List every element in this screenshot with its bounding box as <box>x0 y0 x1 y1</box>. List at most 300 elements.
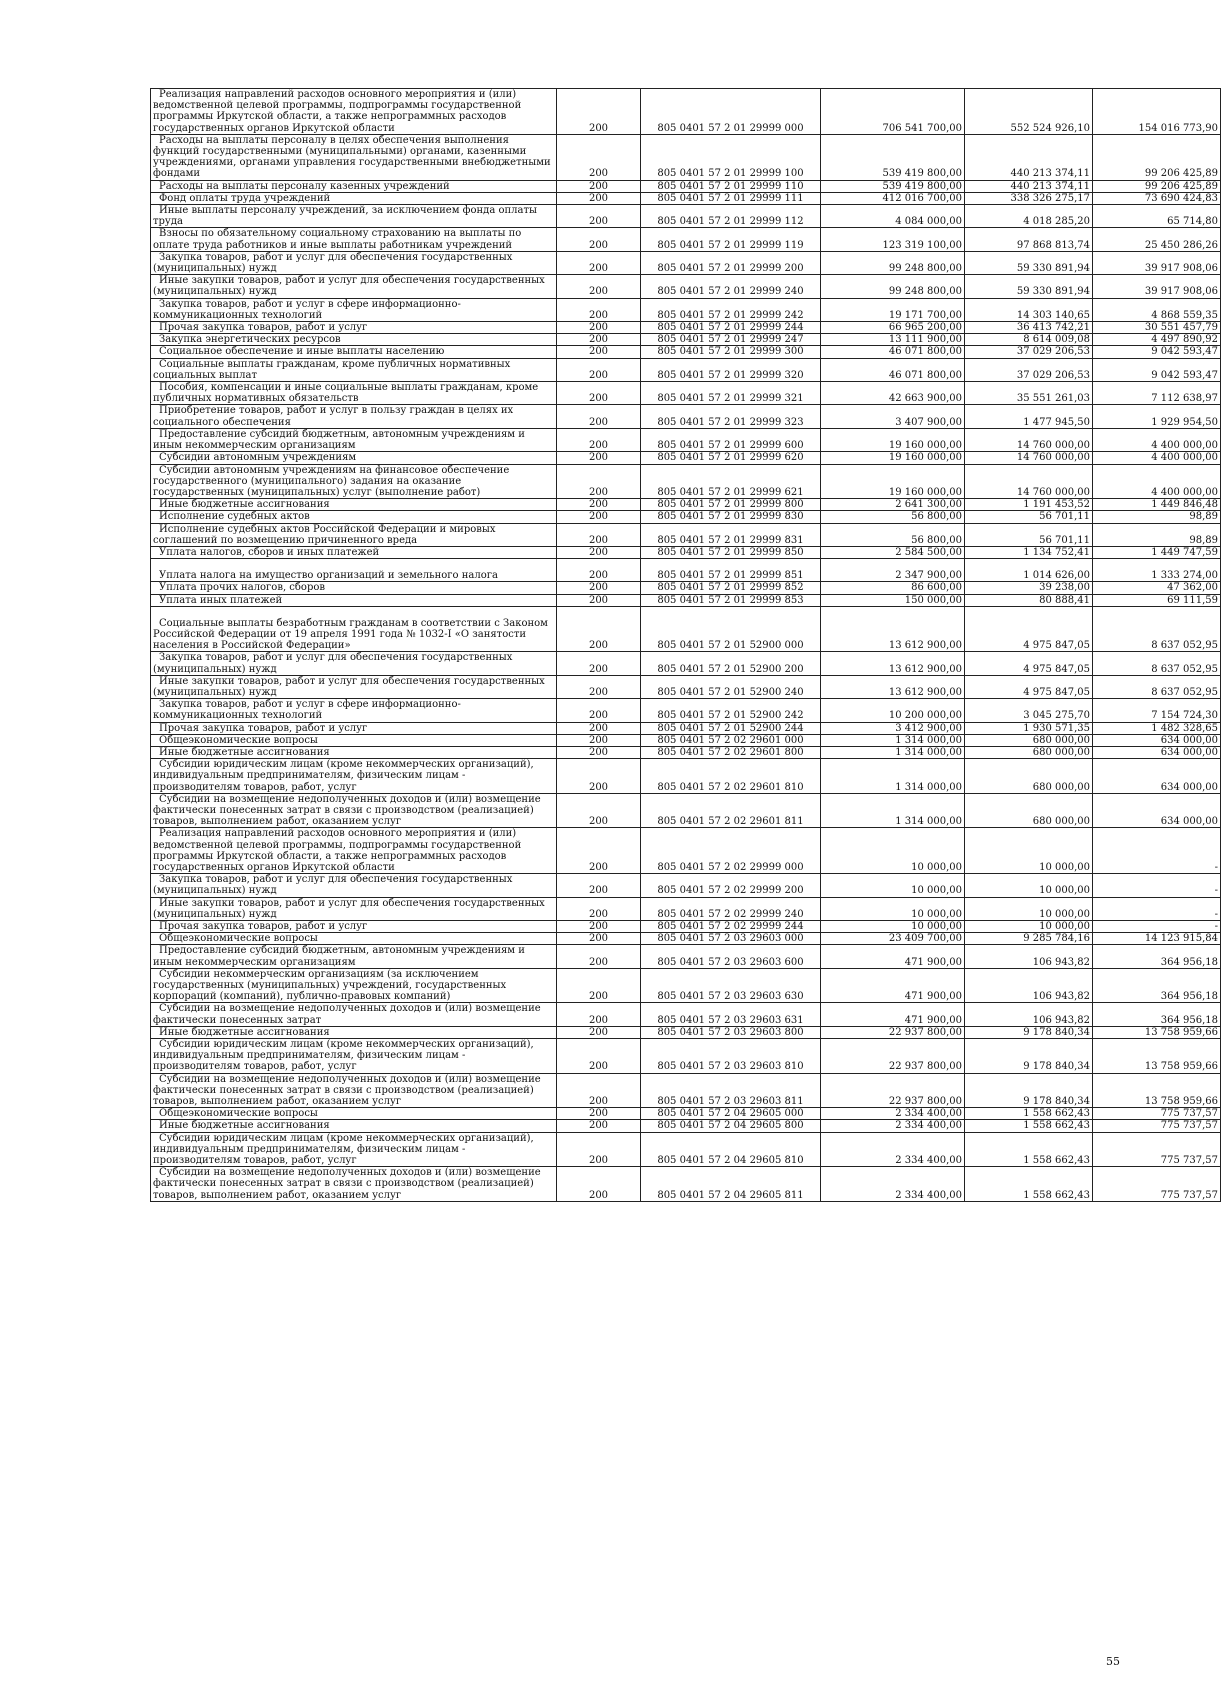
executed-amount-cell: 14 303 140,65 <box>965 298 1093 321</box>
approved-amount-cell: 13 111 900,00 <box>821 334 965 346</box>
table-row <box>151 559 1221 582</box>
executed-amount-cell: 37 029 206,53 <box>965 346 1093 358</box>
budget-classification-code-cell: 805 0401 57 2 04 29605 811 <box>641 1167 821 1202</box>
unexecuted-amount-cell: 69 111,59 <box>1093 594 1221 606</box>
unexecuted-amount-cell: 775 737,57 <box>1093 1132 1221 1167</box>
executed-amount-cell: 59 330 891,94 <box>965 251 1093 274</box>
line-code-cell: 200 <box>557 828 641 874</box>
line-code-cell: 200 <box>557 192 641 204</box>
approved-amount-cell: 2 334 400,00 <box>821 1108 965 1120</box>
approved-amount-cell: 19 160 000,00 <box>821 428 965 451</box>
unexecuted-amount-cell: - <box>1093 874 1221 897</box>
line-code-cell: 200 <box>557 1132 641 1167</box>
approved-amount-cell: 10 200 000,00 <box>821 699 965 722</box>
unexecuted-amount-cell: 7 112 638,97 <box>1093 382 1221 405</box>
line-code-cell: 200 <box>557 546 641 558</box>
table-row <box>151 1039 1221 1074</box>
approved-amount-cell: 42 663 900,00 <box>821 382 965 405</box>
budget-classification-code-cell: 805 0401 57 2 01 29999 300 <box>641 346 821 358</box>
approved-amount-cell: 10 000,00 <box>821 921 965 933</box>
line-code-cell: 200 <box>557 759 641 794</box>
unexecuted-amount-cell: 39 917 908,06 <box>1093 251 1221 274</box>
table-row <box>151 734 1221 746</box>
approved-amount-cell: 23 409 700,00 <box>821 933 965 945</box>
line-code-cell: 200 <box>557 699 641 722</box>
line-code-cell: 200 <box>557 945 641 968</box>
executed-amount-cell: 4 018 285,20 <box>965 205 1093 228</box>
executed-amount-cell: 56 701,11 <box>965 523 1093 546</box>
line-code-cell: 200 <box>557 499 641 511</box>
unexecuted-amount-cell: 4 868 559,35 <box>1093 298 1221 321</box>
budget-classification-code-cell: 805 0401 57 2 01 29999 320 <box>641 358 821 381</box>
unexecuted-amount-cell: 4 400 000,00 <box>1093 428 1221 451</box>
executed-amount-cell: 1 558 662,43 <box>965 1120 1093 1132</box>
budget-classification-code-cell: 805 0401 57 2 01 29999 621 <box>641 464 821 499</box>
line-code-cell: 200 <box>557 358 641 381</box>
budget-classification-code-cell: 805 0401 57 2 04 29605 800 <box>641 1120 821 1132</box>
line-code-cell: 200 <box>557 734 641 746</box>
budget-classification-code-cell: 805 0401 57 2 03 29603 000 <box>641 933 821 945</box>
executed-amount-cell: 440 213 374,11 <box>965 134 1093 180</box>
budget-classification-code-cell: 805 0401 57 2 03 29603 630 <box>641 968 821 1003</box>
expense-name-cell: Закупка товаров, работ и услуг в сфере информационно-коммуникационных технологий <box>151 699 557 722</box>
budget-classification-code-cell: 805 0401 57 2 02 29999 000 <box>641 828 821 874</box>
expense-name-cell: Закупка энергетических ресурсов <box>151 334 557 346</box>
unexecuted-amount-cell: 364 956,18 <box>1093 1003 1221 1026</box>
unexecuted-amount-cell: 8 637 052,95 <box>1093 675 1221 698</box>
budget-classification-code-cell: 805 0401 57 2 01 52900 000 <box>641 606 821 652</box>
expense-name-cell: Субсидии на возмещение недополученных доходов и (или) возмещение фактически понесенных затрат в связи с производством (реализацией) товаров, выполнением работ, оказанием услуг <box>151 793 557 828</box>
expense-name-cell: Закупка товаров, работ и услуг для обеспечения государственных (муниципальных) нужд <box>151 652 557 675</box>
table-row <box>151 968 1221 1003</box>
expense-name-cell: Уплата прочих налогов, сборов <box>151 582 557 594</box>
expense-name-cell: Реализация направлений расходов основного мероприятия и (или) ведомственной целевой программы, подпрограммы государственной программы Иркутской области, а также непрограммных расходов государственных органов Иркутской области <box>151 828 557 874</box>
unexecuted-amount-cell: 13 758 959,66 <box>1093 1073 1221 1108</box>
line-code-cell: 200 <box>557 346 641 358</box>
table-row <box>151 523 1221 546</box>
unexecuted-amount-cell: 25 450 286,26 <box>1093 228 1221 251</box>
approved-amount-cell: 2 334 400,00 <box>821 1120 965 1132</box>
budget-classification-code-cell: 805 0401 57 2 01 29999 321 <box>641 382 821 405</box>
unexecuted-amount-cell: 1 333 274,00 <box>1093 559 1221 582</box>
expense-name-cell: Иные закупки товаров, работ и услуг для обеспечения государственных (муниципальных) нужд <box>151 897 557 920</box>
approved-amount-cell: 412 016 700,00 <box>821 192 965 204</box>
table-row <box>151 192 1221 204</box>
budget-classification-code-cell: 805 0401 57 2 02 29601 811 <box>641 793 821 828</box>
unexecuted-amount-cell: 154 016 773,90 <box>1093 89 1221 135</box>
expense-name-cell: Закупка товаров, работ и услуг в сфере информационно-коммуникационных технологий <box>151 298 557 321</box>
budget-classification-code-cell: 805 0401 57 2 04 29605 000 <box>641 1108 821 1120</box>
line-code-cell: 200 <box>557 334 641 346</box>
unexecuted-amount-cell: 9 042 593,47 <box>1093 346 1221 358</box>
approved-amount-cell: 22 937 800,00 <box>821 1073 965 1108</box>
line-code-cell: 200 <box>557 428 641 451</box>
table-row <box>151 428 1221 451</box>
line-code-cell: 200 <box>557 452 641 464</box>
table-row <box>151 228 1221 251</box>
table-row <box>151 1003 1221 1026</box>
budget-classification-code-cell: 805 0401 57 2 01 29999 850 <box>641 546 821 558</box>
executed-amount-cell: 56 701,11 <box>965 511 1093 523</box>
budget-classification-code-cell: 805 0401 57 2 01 52900 200 <box>641 652 821 675</box>
expense-name-cell: Расходы на выплаты персоналу казенных учреждений <box>151 180 557 192</box>
line-code-cell: 200 <box>557 675 641 698</box>
table-row <box>151 405 1221 428</box>
table-row <box>151 499 1221 511</box>
executed-amount-cell: 4 975 847,05 <box>965 606 1093 652</box>
line-code-cell: 200 <box>557 205 641 228</box>
table-row <box>151 322 1221 334</box>
approved-amount-cell: 471 900,00 <box>821 1003 965 1026</box>
table-row <box>151 1167 1221 1202</box>
executed-amount-cell: 4 975 847,05 <box>965 652 1093 675</box>
budget-classification-code-cell: 805 0401 57 2 01 29999 244 <box>641 322 821 334</box>
table-row <box>151 722 1221 734</box>
table-row <box>151 1073 1221 1108</box>
budget-classification-code-cell: 805 0401 57 2 01 29999 853 <box>641 594 821 606</box>
budget-classification-code-cell: 805 0401 57 2 03 29603 811 <box>641 1073 821 1108</box>
unexecuted-amount-cell: 73 690 424,83 <box>1093 192 1221 204</box>
approved-amount-cell: 2 334 400,00 <box>821 1167 965 1202</box>
budget-classification-code-cell: 805 0401 57 2 01 52900 240 <box>641 675 821 698</box>
approved-amount-cell: 3 412 900,00 <box>821 722 965 734</box>
table-body <box>151 89 1221 1202</box>
expense-name-cell: Закупка товаров, работ и услуг для обеспечения государственных (муниципальных) нужд <box>151 251 557 274</box>
unexecuted-amount-cell: 13 758 959,66 <box>1093 1026 1221 1038</box>
unexecuted-amount-cell: 7 154 724,30 <box>1093 699 1221 722</box>
approved-amount-cell: 66 965 200,00 <box>821 322 965 334</box>
approved-amount-cell: 10 000,00 <box>821 897 965 920</box>
table-row <box>151 594 1221 606</box>
budget-classification-code-cell: 805 0401 57 2 01 29999 200 <box>641 251 821 274</box>
table-row <box>151 511 1221 523</box>
budget-execution-table <box>150 88 1218 1202</box>
approved-amount-cell: 2 334 400,00 <box>821 1132 965 1167</box>
table-row <box>151 134 1221 180</box>
approved-amount-cell: 3 407 900,00 <box>821 405 965 428</box>
unexecuted-amount-cell: 4 497 890,92 <box>1093 334 1221 346</box>
approved-amount-cell: 10 000,00 <box>821 828 965 874</box>
unexecuted-amount-cell: - <box>1093 897 1221 920</box>
executed-amount-cell: 14 760 000,00 <box>965 464 1093 499</box>
budget-classification-code-cell: 805 0401 57 2 01 29999 620 <box>641 452 821 464</box>
budget-classification-code-cell: 805 0401 57 2 01 29999 800 <box>641 499 821 511</box>
budget-classification-code-cell: 805 0401 57 2 01 29999 851 <box>641 559 821 582</box>
expense-name-cell: Субсидии некоммерческим организациям (за исключением государственных (муниципальных) учреждений, государственных корпораций (компаний), публично-правовых компаний) <box>151 968 557 1003</box>
expense-name-cell: Закупка товаров, работ и услуг для обеспечения государственных (муниципальных) нужд <box>151 874 557 897</box>
approved-amount-cell: 706 541 700,00 <box>821 89 965 135</box>
executed-amount-cell: 10 000,00 <box>965 874 1093 897</box>
approved-amount-cell: 19 171 700,00 <box>821 298 965 321</box>
unexecuted-amount-cell: 634 000,00 <box>1093 746 1221 758</box>
line-code-cell: 200 <box>557 606 641 652</box>
expense-name-cell: Иные бюджетные ассигнования <box>151 746 557 758</box>
executed-amount-cell: 97 868 813,74 <box>965 228 1093 251</box>
line-code-cell: 200 <box>557 1120 641 1132</box>
expense-name-cell: Исполнение судебных актов Российской Федерации и мировых соглашений по возмещению причиненного вреда <box>151 523 557 546</box>
table-row <box>151 334 1221 346</box>
expense-name-cell: Прочая закупка товаров, работ и услуг <box>151 322 557 334</box>
table-row <box>151 945 1221 968</box>
line-code-cell: 200 <box>557 134 641 180</box>
budget-classification-code-cell: 805 0401 57 2 01 29999 600 <box>641 428 821 451</box>
approved-amount-cell: 46 071 800,00 <box>821 358 965 381</box>
approved-amount-cell: 471 900,00 <box>821 945 965 968</box>
unexecuted-amount-cell: 775 737,57 <box>1093 1167 1221 1202</box>
executed-amount-cell: 10 000,00 <box>965 828 1093 874</box>
line-code-cell: 200 <box>557 322 641 334</box>
executed-amount-cell: 338 326 275,17 <box>965 192 1093 204</box>
expense-name-cell: Субсидии юридическим лицам (кроме некоммерческих организаций), индивидуальным предпринимателям, физическим лицам - производителям товаров, работ, услуг <box>151 759 557 794</box>
table-row <box>151 746 1221 758</box>
budget-classification-code-cell: 805 0401 57 2 01 29999 111 <box>641 192 821 204</box>
budget-classification-code-cell: 805 0401 57 2 01 29999 100 <box>641 134 821 180</box>
budget-classification-code-cell: 805 0401 57 2 03 29603 810 <box>641 1039 821 1074</box>
approved-amount-cell: 2 584 500,00 <box>821 546 965 558</box>
unexecuted-amount-cell: 364 956,18 <box>1093 945 1221 968</box>
approved-amount-cell: 56 800,00 <box>821 523 965 546</box>
executed-amount-cell: 106 943,82 <box>965 968 1093 1003</box>
expense-name-cell: Иные бюджетные ассигнования <box>151 1120 557 1132</box>
table-row <box>151 1120 1221 1132</box>
budget-classification-code-cell: 805 0401 57 2 03 29603 600 <box>641 945 821 968</box>
line-code-cell: 200 <box>557 1108 641 1120</box>
unexecuted-amount-cell: 99 206 425,89 <box>1093 134 1221 180</box>
expense-name-cell: Общеэкономические вопросы <box>151 1108 557 1120</box>
unexecuted-amount-cell: 8 637 052,95 <box>1093 606 1221 652</box>
line-code-cell: 200 <box>557 793 641 828</box>
line-code-cell: 200 <box>557 251 641 274</box>
executed-amount-cell: 1 014 626,00 <box>965 559 1093 582</box>
approved-amount-cell: 13 612 900,00 <box>821 652 965 675</box>
executed-amount-cell: 552 524 926,10 <box>965 89 1093 135</box>
expense-name-cell: Социальное обеспечение и иные выплаты населению <box>151 346 557 358</box>
line-code-cell: 200 <box>557 511 641 523</box>
executed-amount-cell: 680 000,00 <box>965 746 1093 758</box>
line-code-cell: 200 <box>557 746 641 758</box>
executed-amount-cell: 37 029 206,53 <box>965 358 1093 381</box>
expense-name-cell: Прочая закупка товаров, работ и услуг <box>151 921 557 933</box>
line-code-cell: 200 <box>557 523 641 546</box>
table-row <box>151 546 1221 558</box>
unexecuted-amount-cell: 634 000,00 <box>1093 759 1221 794</box>
expense-name-cell: Реализация направлений расходов основного мероприятия и (или) ведомственной целевой программы, подпрограммы государственной программы Иркутской области, а также непрограммных расходов государственных органов Иркутской области <box>151 89 557 135</box>
executed-amount-cell: 59 330 891,94 <box>965 275 1093 298</box>
budget-classification-code-cell: 805 0401 57 2 01 29999 112 <box>641 205 821 228</box>
executed-amount-cell: 680 000,00 <box>965 759 1093 794</box>
approved-amount-cell: 22 937 800,00 <box>821 1026 965 1038</box>
unexecuted-amount-cell: 1 449 846,48 <box>1093 499 1221 511</box>
budget-classification-code-cell: 805 0401 57 2 01 29999 852 <box>641 582 821 594</box>
table-row <box>151 652 1221 675</box>
unexecuted-amount-cell: 30 551 457,79 <box>1093 322 1221 334</box>
executed-amount-cell: 1 558 662,43 <box>965 1167 1093 1202</box>
table-row <box>151 382 1221 405</box>
budget-classification-code-cell: 805 0401 57 2 01 29999 119 <box>641 228 821 251</box>
executed-amount-cell: 9 178 840,34 <box>965 1073 1093 1108</box>
expense-name-cell: Расходы на выплаты персоналу в целях обеспечения выполнения функций государственными (муниципальными) органами, казенными учреждениями, органами управления государственными внебюджетными фондами <box>151 134 557 180</box>
approved-amount-cell: 123 319 100,00 <box>821 228 965 251</box>
unexecuted-amount-cell: 4 400 000,00 <box>1093 464 1221 499</box>
expense-name-cell: Взносы по обязательному социальному страхованию на выплаты по оплате труда работников и иные выплаты работникам учреждений <box>151 228 557 251</box>
executed-amount-cell: 1 558 662,43 <box>965 1108 1093 1120</box>
unexecuted-amount-cell: 775 737,57 <box>1093 1120 1221 1132</box>
expense-name-cell: Уплата налогов, сборов и иных платежей <box>151 546 557 558</box>
expense-name-cell: Иные выплаты персоналу учреждений, за исключением фонда оплаты труда <box>151 205 557 228</box>
expense-name-cell: Предоставление субсидий бюджетным, автономным учреждениям и иным некоммерческим организациям <box>151 428 557 451</box>
unexecuted-amount-cell: 775 737,57 <box>1093 1108 1221 1120</box>
unexecuted-amount-cell: 1 929 954,50 <box>1093 405 1221 428</box>
table-row <box>151 180 1221 192</box>
line-code-cell: 200 <box>557 897 641 920</box>
unexecuted-amount-cell: 47 362,00 <box>1093 582 1221 594</box>
approved-amount-cell: 2 347 900,00 <box>821 559 965 582</box>
unexecuted-amount-cell: 8 637 052,95 <box>1093 652 1221 675</box>
executed-amount-cell: 39 238,00 <box>965 582 1093 594</box>
approved-amount-cell: 10 000,00 <box>821 874 965 897</box>
unexecuted-amount-cell: 9 042 593,47 <box>1093 358 1221 381</box>
executed-amount-cell: 9 178 840,34 <box>965 1039 1093 1074</box>
executed-amount-cell: 1 558 662,43 <box>965 1132 1093 1167</box>
executed-amount-cell: 680 000,00 <box>965 734 1093 746</box>
expense-name-cell: Пособия, компенсации и иные социальные выплаты гражданам, кроме публичных нормативных обязательств <box>151 382 557 405</box>
expense-name-cell: Субсидии автономным учреждениям на финансовое обеспечение государственного (муниципального) задания на оказание государственных (муниципальных) услуг (выполнение работ) <box>151 464 557 499</box>
executed-amount-cell: 1 477 945,50 <box>965 405 1093 428</box>
approved-amount-cell: 99 248 800,00 <box>821 275 965 298</box>
approved-amount-cell: 1 314 000,00 <box>821 734 965 746</box>
expense-name-cell: Субсидии юридическим лицам (кроме некоммерческих организаций), индивидуальным предпринимателям, физическим лицам - производителям товаров, работ, услуг <box>151 1039 557 1074</box>
approved-amount-cell: 471 900,00 <box>821 968 965 1003</box>
budget-classification-code-cell: 805 0401 57 2 02 29601 000 <box>641 734 821 746</box>
unexecuted-amount-cell: 1 449 747,59 <box>1093 546 1221 558</box>
unexecuted-amount-cell: 364 956,18 <box>1093 968 1221 1003</box>
expense-name-cell: Субсидии автономным учреждениям <box>151 452 557 464</box>
budget-classification-code-cell: 805 0401 57 2 02 29601 800 <box>641 746 821 758</box>
expense-name-cell: Социальные выплаты гражданам, кроме публичных нормативных социальных выплат <box>151 358 557 381</box>
approved-amount-cell: 4 084 000,00 <box>821 205 965 228</box>
line-code-cell: 200 <box>557 89 641 135</box>
budget-classification-code-cell: 805 0401 57 2 01 52900 242 <box>641 699 821 722</box>
table-row <box>151 205 1221 228</box>
approved-amount-cell: 1 314 000,00 <box>821 759 965 794</box>
budget-classification-code-cell: 805 0401 57 2 01 29999 247 <box>641 334 821 346</box>
unexecuted-amount-cell: 1 482 328,65 <box>1093 722 1221 734</box>
approved-amount-cell: 86 600,00 <box>821 582 965 594</box>
line-code-cell: 200 <box>557 933 641 945</box>
budget-classification-code-cell: 805 0401 57 2 02 29999 240 <box>641 897 821 920</box>
executed-amount-cell: 3 045 275,70 <box>965 699 1093 722</box>
executed-amount-cell: 36 413 742,21 <box>965 322 1093 334</box>
executed-amount-cell: 10 000,00 <box>965 897 1093 920</box>
line-code-cell: 200 <box>557 180 641 192</box>
line-code-cell: 200 <box>557 1167 641 1202</box>
table-row <box>151 464 1221 499</box>
line-code-cell: 200 <box>557 228 641 251</box>
executed-amount-cell: 9 178 840,34 <box>965 1026 1093 1038</box>
approved-amount-cell: 2 641 300,00 <box>821 499 965 511</box>
line-code-cell: 200 <box>557 275 641 298</box>
unexecuted-amount-cell: 39 917 908,06 <box>1093 275 1221 298</box>
expense-name-cell: Иные закупки товаров, работ и услуг для обеспечения государственных (муниципальных) нужд <box>151 675 557 698</box>
budget-classification-code-cell: 805 0401 57 2 01 29999 240 <box>641 275 821 298</box>
unexecuted-amount-cell: 98,89 <box>1093 511 1221 523</box>
unexecuted-amount-cell: 65 714,80 <box>1093 205 1221 228</box>
approved-amount-cell: 13 612 900,00 <box>821 606 965 652</box>
table-row <box>151 933 1221 945</box>
expense-name-cell: Субсидии на возмещение недополученных доходов и (или) возмещение фактически понесенных затрат в связи с производством (реализацией) товаров, выполнением работ, оказанием услуг <box>151 1167 557 1202</box>
unexecuted-amount-cell: - <box>1093 828 1221 874</box>
approved-amount-cell: 99 248 800,00 <box>821 251 965 274</box>
table-row <box>151 1132 1221 1167</box>
approved-amount-cell: 46 071 800,00 <box>821 346 965 358</box>
table-row <box>151 759 1221 794</box>
line-code-cell: 200 <box>557 1026 641 1038</box>
expense-name-cell: Субсидии юридическим лицам (кроме некоммерческих организаций), индивидуальным предпринимателям, физическим лицам - производителям товаров, работ, услуг <box>151 1132 557 1167</box>
budget-classification-code-cell: 805 0401 57 2 01 29999 110 <box>641 180 821 192</box>
line-code-cell: 200 <box>557 382 641 405</box>
budget-classification-code-cell: 805 0401 57 2 02 29999 200 <box>641 874 821 897</box>
expense-name-cell: Социальные выплаты безработным гражданам в соответствии с Законом Российской Федерации от 19 апреля 1991 года № 1032-I «О занятости населения в Российской Федерации» <box>151 606 557 652</box>
approved-amount-cell: 19 160 000,00 <box>821 452 965 464</box>
expense-name-cell: Общеэкономические вопросы <box>151 734 557 746</box>
expense-name-cell: Субсидии на возмещение недополученных доходов и (или) возмещение фактически понесенных затрат в связи с производством (реализацией) товаров, выполнением работ, оказанием услуг <box>151 1073 557 1108</box>
executed-amount-cell: 14 760 000,00 <box>965 428 1093 451</box>
expense-name-cell: Общеэкономические вопросы <box>151 933 557 945</box>
table-row <box>151 921 1221 933</box>
budget-classification-code-cell: 805 0401 57 2 04 29605 810 <box>641 1132 821 1167</box>
table-row <box>151 793 1221 828</box>
budget-classification-code-cell: 805 0401 57 2 01 29999 000 <box>641 89 821 135</box>
table-row <box>151 874 1221 897</box>
table-row <box>151 275 1221 298</box>
expense-name-cell: Субсидии на возмещение недополученных доходов и (или) возмещение фактически понесенных затрат <box>151 1003 557 1026</box>
table-row <box>151 298 1221 321</box>
approved-amount-cell: 150 000,00 <box>821 594 965 606</box>
executed-amount-cell: 80 888,41 <box>965 594 1093 606</box>
unexecuted-amount-cell: 4 400 000,00 <box>1093 452 1221 464</box>
line-code-cell: 200 <box>557 1039 641 1074</box>
table-row <box>151 346 1221 358</box>
budget-classification-code-cell: 805 0401 57 2 01 29999 831 <box>641 523 821 546</box>
line-code-cell: 200 <box>557 1003 641 1026</box>
approved-amount-cell: 1 314 000,00 <box>821 746 965 758</box>
unexecuted-amount-cell: 98,89 <box>1093 523 1221 546</box>
table-row <box>151 828 1221 874</box>
expense-name-cell: Уплата иных платежей <box>151 594 557 606</box>
table-row <box>151 675 1221 698</box>
line-code-cell: 200 <box>557 594 641 606</box>
expense-name-cell: Иные закупки товаров, работ и услуг для обеспечения государственных (муниципальных) нужд <box>151 275 557 298</box>
line-code-cell: 200 <box>557 874 641 897</box>
expense-name-cell: Уплата налога на имущество организаций и земельного налога <box>151 559 557 582</box>
unexecuted-amount-cell: 99 206 425,89 <box>1093 180 1221 192</box>
executed-amount-cell: 10 000,00 <box>965 921 1093 933</box>
expense-name-cell: Исполнение судебных актов <box>151 511 557 523</box>
budget-classification-code-cell: 805 0401 57 2 03 29603 800 <box>641 1026 821 1038</box>
line-code-cell: 200 <box>557 968 641 1003</box>
line-code-cell: 200 <box>557 405 641 428</box>
unexecuted-amount-cell: 13 758 959,66 <box>1093 1039 1221 1074</box>
expense-name-cell: Прочая закупка товаров, работ и услуг <box>151 722 557 734</box>
table-row <box>151 1108 1221 1120</box>
approved-amount-cell: 539 419 800,00 <box>821 180 965 192</box>
line-code-cell: 200 <box>557 921 641 933</box>
expense-name-cell: Предоставление субсидий бюджетным, автономным учреждениям и иным некоммерческим организациям <box>151 945 557 968</box>
unexecuted-amount-cell: 14 123 915,84 <box>1093 933 1221 945</box>
expense-name-cell: Иные бюджетные ассигнования <box>151 1026 557 1038</box>
approved-amount-cell: 56 800,00 <box>821 511 965 523</box>
line-code-cell: 200 <box>557 464 641 499</box>
